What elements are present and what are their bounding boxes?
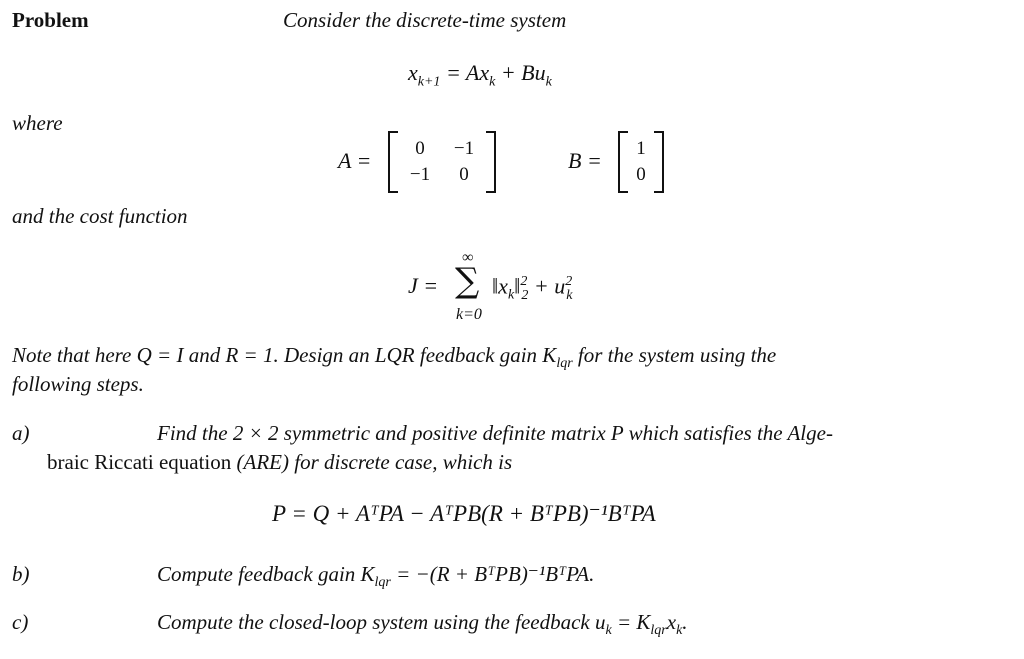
part-a-line-1: Find the 2 × 2 symmetric and positive definite matrix P which satisfies the Alge-	[157, 421, 833, 445]
matrix-b-grid	[628, 136, 654, 188]
part-c-main: Compute the closed-loop system using the feedback u	[157, 610, 606, 634]
matrix-a-grid	[398, 136, 486, 188]
note-text: Note that here Q = I and R = 1. Design an LQR feedback gain K	[12, 343, 557, 367]
problem-heading: Problem	[12, 8, 89, 32]
norm-x-sub: k	[507, 287, 515, 303]
eq-bu: + Bu	[495, 60, 546, 85]
note-line-1	[12, 345, 776, 371]
eq-uk-sub: k	[545, 74, 552, 90]
part-c-x: x	[666, 610, 677, 634]
eq-ax: = Ax	[440, 60, 490, 85]
part-a-italic: (ARE) for discrete case, which is	[231, 450, 513, 474]
cost-label: and the cost function	[12, 204, 188, 228]
part-c-end: .	[682, 610, 688, 634]
eq-x-sub: k+1	[417, 74, 441, 90]
note-line-2: following steps.	[12, 372, 144, 396]
cost-j: J =	[408, 273, 439, 298]
eq-x: x	[408, 60, 418, 85]
b-matrix-label: B =	[568, 148, 602, 173]
sum-lower-limit: k=0	[456, 306, 482, 323]
eq-xk-sub: k	[489, 74, 496, 90]
note-text-end: for the system using the	[572, 343, 777, 367]
norm-sub: 2	[521, 287, 529, 303]
part-c-sub-3: k	[676, 623, 683, 639]
plus-u: + u	[528, 273, 566, 299]
norm-end: ‖	[514, 273, 521, 299]
matrix-a-left-bracket	[388, 131, 398, 193]
u-sub: k	[566, 287, 573, 303]
norm-x: ‖x	[492, 273, 508, 299]
part-b-text	[157, 564, 594, 590]
matrix-a-cell: 0	[459, 164, 469, 185]
part-b-main: Compute feedback gain K	[157, 562, 375, 586]
part-b-label: b)	[12, 562, 30, 586]
norm-sup: 2	[520, 274, 528, 289]
a-matrix-label: A =	[338, 148, 372, 173]
part-a-roman: braic Riccati equation	[47, 450, 232, 474]
matrix-b-cell: 0	[636, 164, 646, 185]
matrix-a-cell: −1	[453, 138, 475, 159]
matrix-a	[388, 131, 496, 193]
intro-text: Consider the discrete-time system	[283, 8, 567, 32]
part-c-label: c)	[12, 610, 29, 634]
matrix-a-right-bracket	[486, 131, 496, 193]
note-k-sub: lqr	[556, 356, 573, 372]
part-b-sub: lqr	[374, 575, 391, 591]
riccati-equation: P = Q + AᵀPA − AᵀPB(R + BᵀPB)⁻¹BᵀPA	[272, 501, 656, 526]
sum-upper-limit: ∞	[462, 249, 474, 266]
part-a-line-2	[47, 452, 512, 473]
where-label: where	[12, 111, 63, 135]
cost-summand	[492, 275, 572, 303]
sum-sigma: ∑	[455, 261, 480, 301]
matrix-b-left-bracket	[618, 131, 628, 193]
matrix-b-cell: 1	[636, 138, 646, 159]
system-equation	[408, 62, 552, 89]
part-c-eq: = K	[611, 610, 651, 634]
matrix-b	[618, 131, 664, 193]
matrix-a-cell: −1	[409, 164, 431, 185]
part-c-text	[157, 612, 688, 638]
matrix-a-cell: 0	[415, 138, 425, 159]
part-c-sub-1: k	[605, 623, 612, 639]
u-sup: 2	[565, 274, 573, 289]
matrix-b-right-bracket	[654, 131, 664, 193]
part-c-sub-2: lqr	[650, 623, 667, 639]
part-a-label: a)	[12, 421, 30, 445]
part-b-eq: = −(R + BᵀPB)⁻¹BᵀPA.	[390, 562, 595, 586]
